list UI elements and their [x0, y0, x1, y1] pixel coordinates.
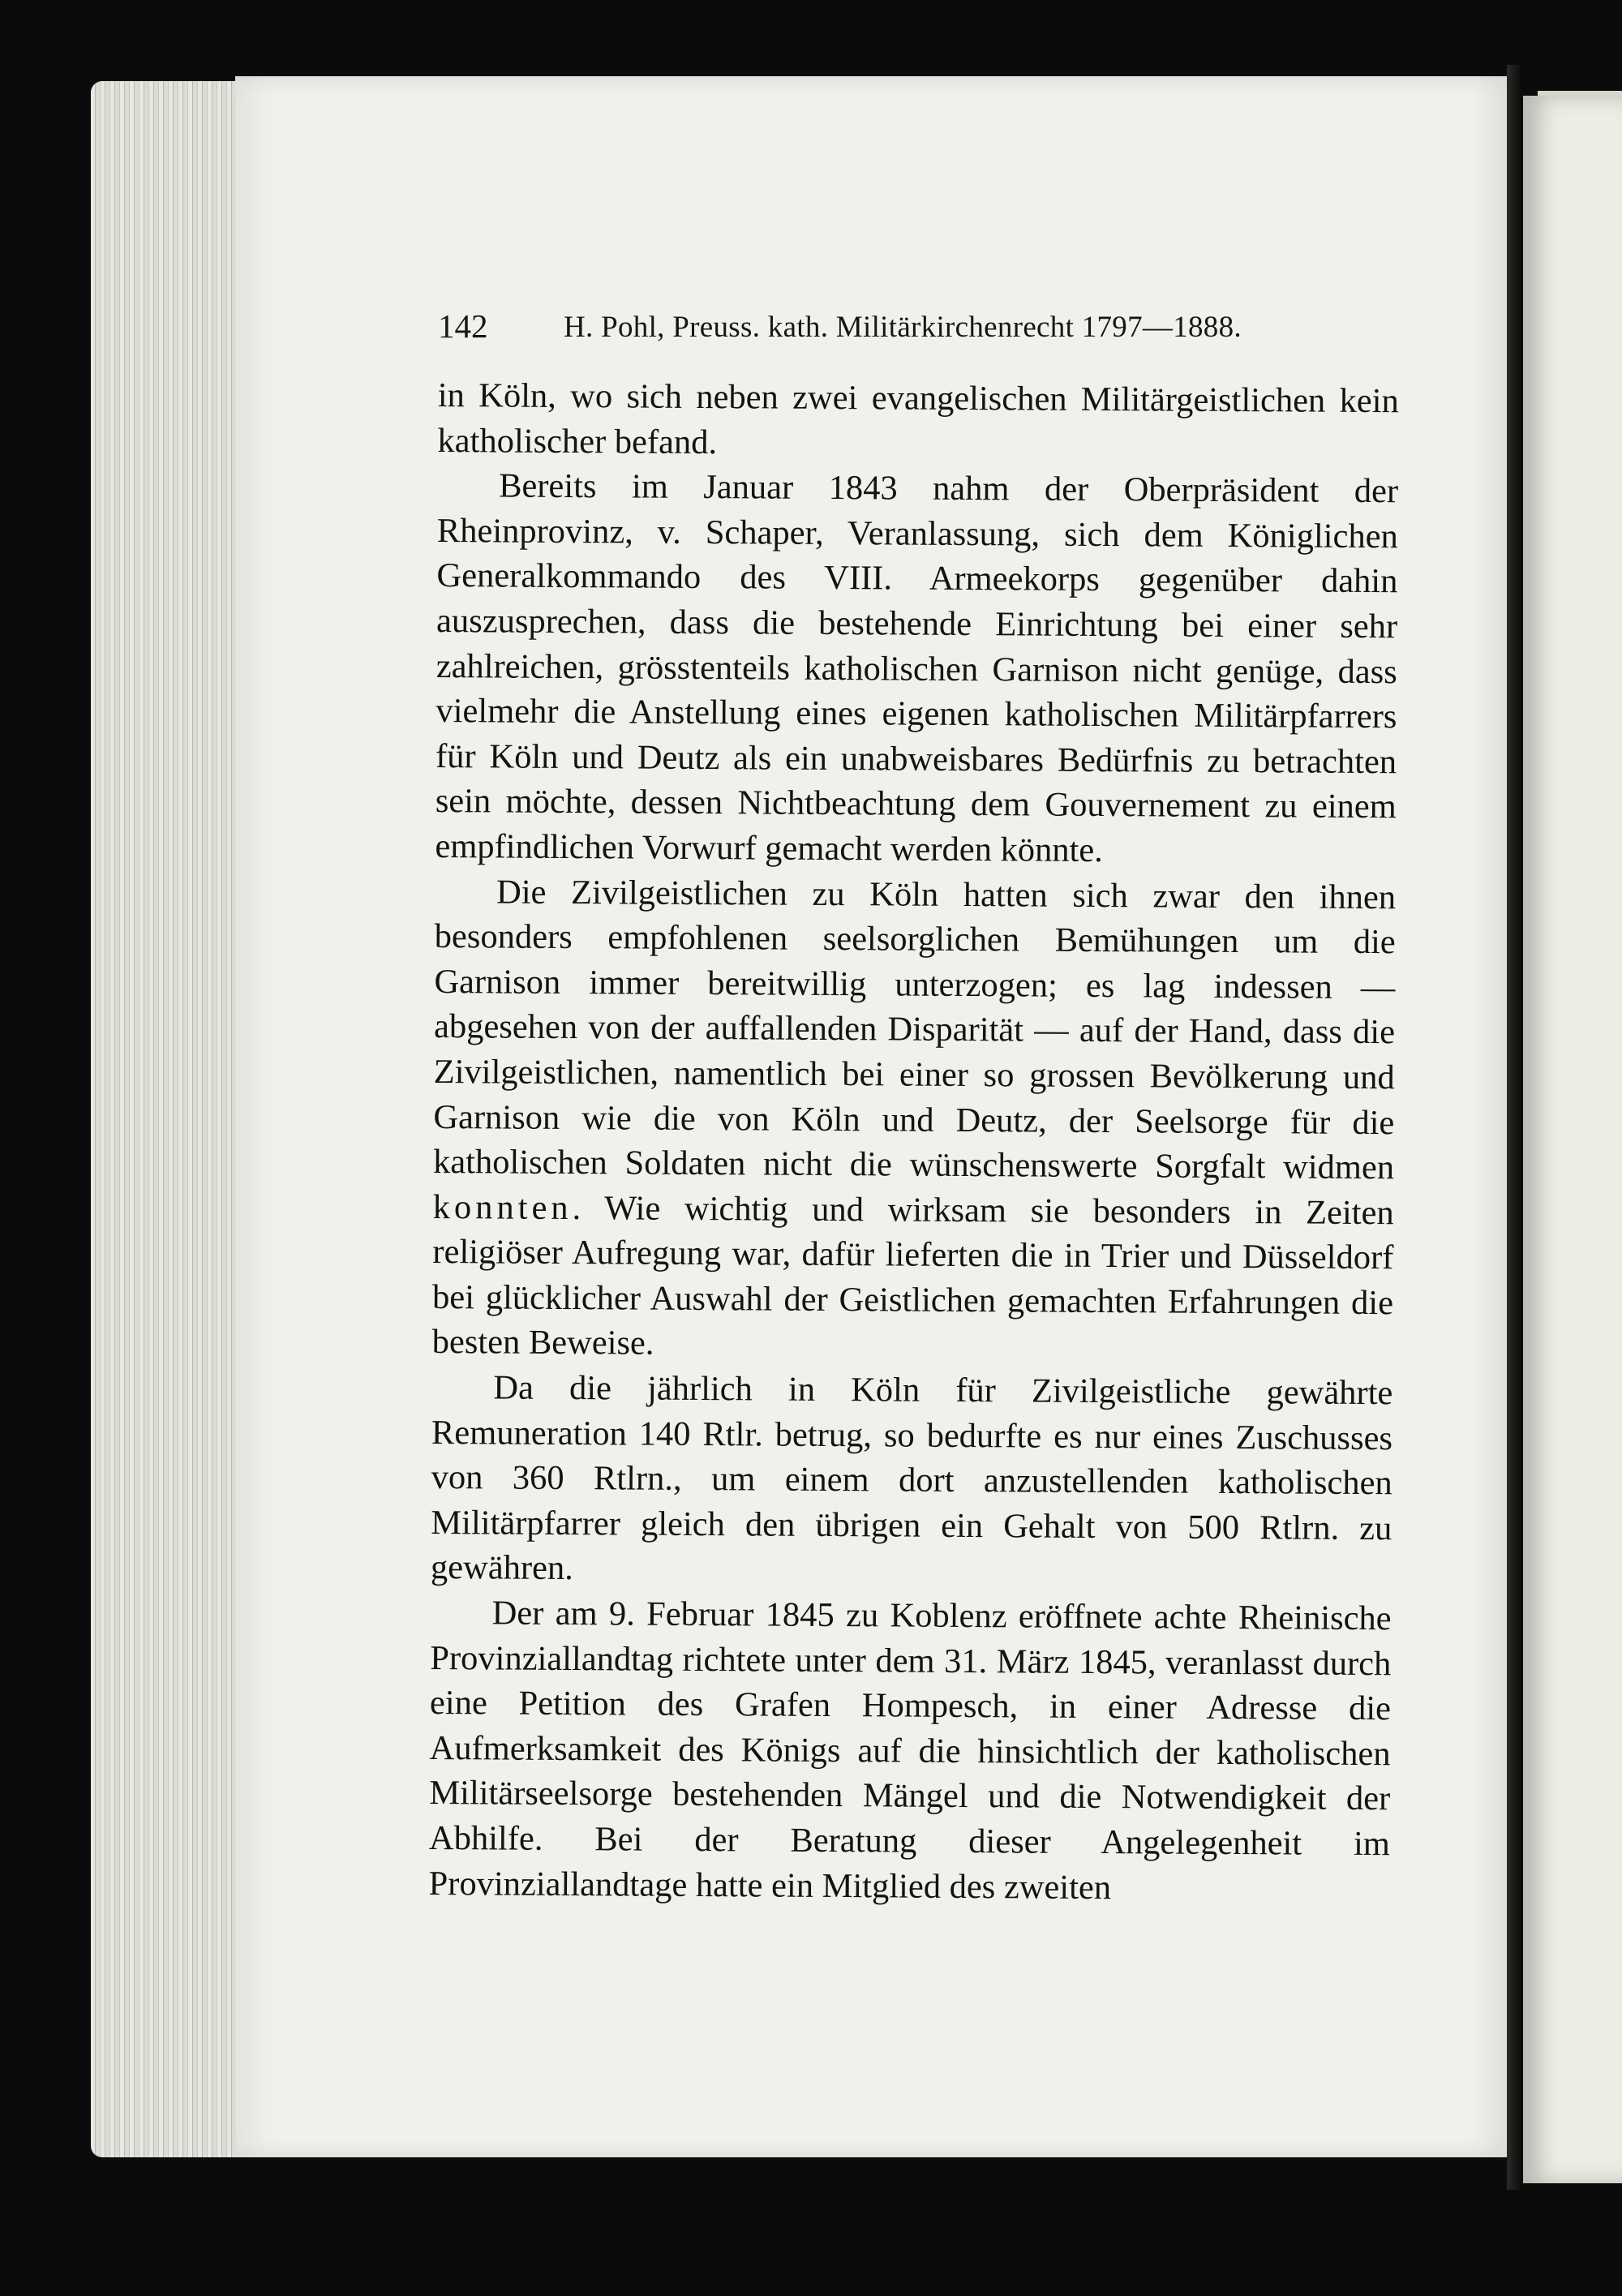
facing-page-top-edge: [1538, 91, 1622, 96]
page-number: 142: [438, 307, 488, 345]
page-header: [438, 307, 1346, 355]
paragraph-3-start: Die Zivilgeistlichen zu Köln hatten sich zwar den ihnen besonders empfohlenen seelsorglichen Bemühungen um die Garnison immer bereitwillig unterzogen; es lag indessen — abgesehen von der auffallenden Disparität — auf der Hand, dass die Zivilgeistlichen, namentlich bei einer so grossen Bevölkerung und Garnison wie die von Köln und Deutz, der Seelsorge für die katholischen Soldaten nicht die wünschenswerte Sorgfalt widmen: [432, 872, 1397, 1187]
paragraph-4: Da die jährlich in Köln für Zivilgeistliche gewährte Remuneration 140 Rtlr. betrug, so bedurfte es nur eines Zuschusses von 360 Rtlrn., um einem dort anzustellenden katholischen Militärpfarrer gleich den übrigen ein Gehalt von 500 Rtlrn. zu gewähren.: [430, 1368, 1393, 1588]
body-text: [428, 373, 1399, 1912]
paragraph-5: Der am 9. Februar 1845 zu Koblenz eröffnete achte Rheinische Provinziallandtag richtete unter dem 31. März 1845, veranlasst durch eine Petition des Grafen Hompesch, in einer Adresse die Aufmerksamkeit des Königs auf die hinsichtlich der katholischen Militärseelsorge bestehenden Mängel und die Notwendigkeit der Abhilfe. Bei der Beratung dieser Angelegenheit im Provinziallandtage hatte ein Mitglied des zweiten: [428, 1594, 1392, 1907]
paragraph-3: [432, 869, 1397, 1371]
running-title: H. Pohl, Preuss. kath. Militärkirchenrecht 1797—1888.: [564, 311, 1242, 344]
facing-page-edge: [1523, 96, 1622, 2183]
paragraph-2: Bereits im Januar 1843 nahm der Oberpräsident der Rheinprovinz, v. Schaper, Veranlassung, sich dem Königlichen Generalkommando des VIII. Armeekorps gegenüber dahin auszusprechen, dass die bestehende Einrichtung bei einer sehr zahlreichen, grösstenteils katholischen Garnison nicht genüge, dass vielmehr die Anstellung eines eigenen katholischen Militärpfarrers für Köln und Deutz als ein unabweisbares Bedürfnis zu betrachten sein möchte, dessen Nichtbeachtung dem Gouvernement zu einem empfindlichen Vorwurf gemacht werden könnte.: [435, 466, 1399, 869]
paragraph-3-end: . Wie wichtig und wirksam sie besonders in Zeiten religiöser Aufregung war, dafür lieferten die in Trier und Düsseldorf bei glücklicher Auswahl der Geistlichen gemachten Erfahrungen die besten Beweise.: [431, 1188, 1394, 1363]
book-gutter: [1507, 65, 1523, 2190]
emphasized-word: konnten: [432, 1187, 573, 1227]
paragraph-1: in Köln, wo sich neben zwei evangelischen Militärgeistlichen kein katholischer befand.: [437, 376, 1399, 461]
page-stack-edge: [91, 81, 237, 2157]
